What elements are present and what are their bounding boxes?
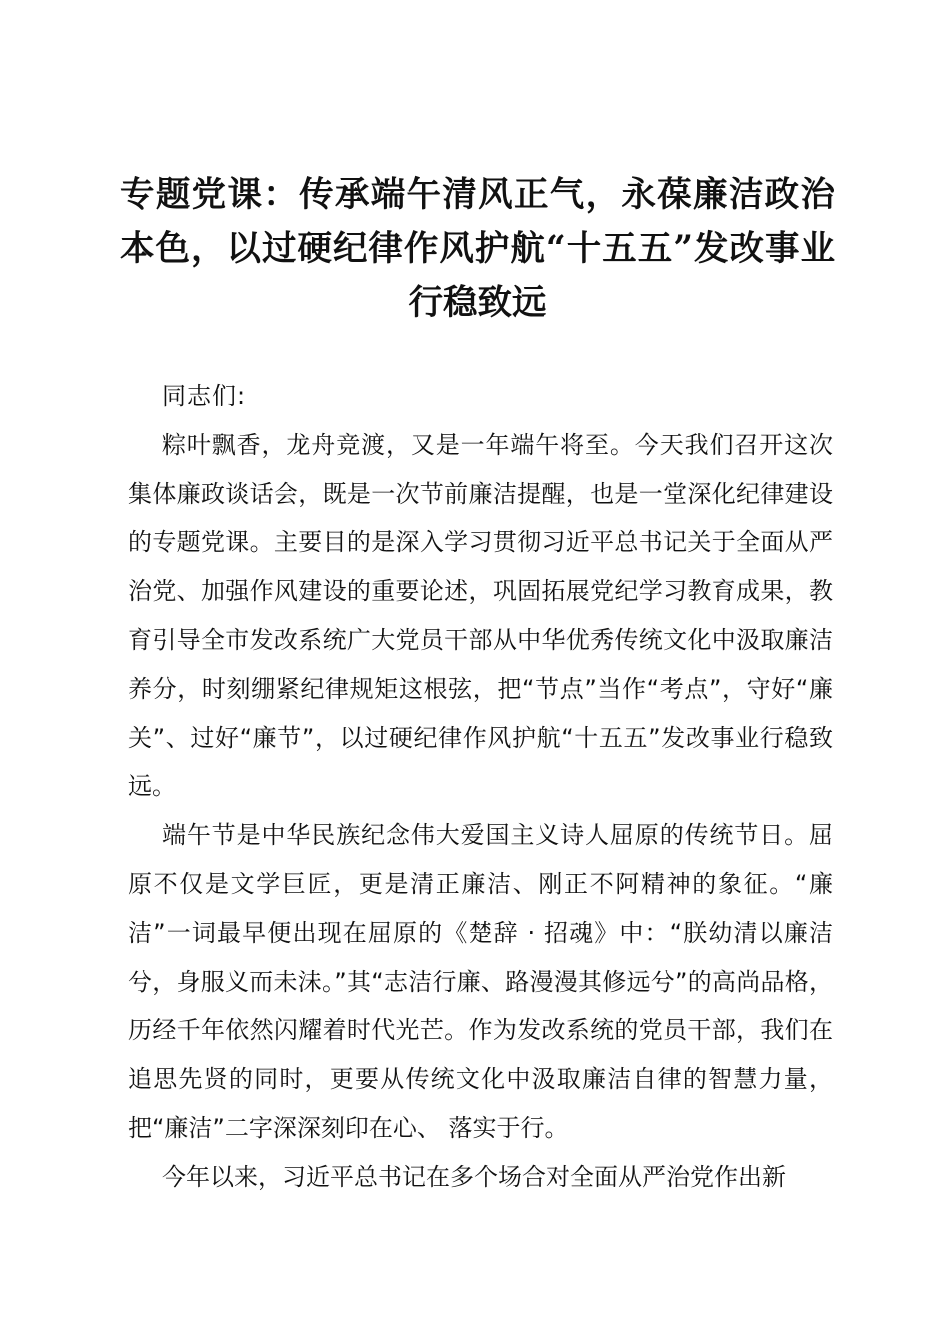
paragraph-2: 端午节是中华民族纪念伟大爱国主义诗人屈原的传统节日。屈原不仅是文学巨匠，更是清正廉洁、刚正不阿精神的象征。“廉洁”一词最早便出现在屈原的《楚辞 · 招魂》中：“朕幼清以廉洁兮，身服义而未沬。”其“志洁行廉、路漫漫其修远兮”的高尚品格，历经千年依然闪耀着时代光芒。作为发改系统的党员干部，我们在追思先贤的同时，更要从传统文化中汲取廉洁自律的智慧力量，把“廉洁”二字深深刻印在心、 落实于行。 [128, 821, 833, 1142]
paragraph-1: 粽叶飘香，龙舟竞渡，又是一年端午将至。今天我们召开这次集体廉政谈话会，既是一次节前廉洁提醒，也是一堂深化纪律建设的专题党课。主要目的是深入学习贯彻习近平总书记关于全面从严治党、加强作风建设的重要论述，巩固拓展党纪学习教育成果，教育引导全市发改系统广大党员干部从中华优秀传统文化中汲取廉洁养分，时刻绷紧纪律规矩这根弦，把“节点”当作“考点”，守好“廉关”、过好“廉节”，以过硬纪律作风护航“十五五”发改事业行稳致远。 [128, 430, 833, 801]
paragraph-3: 今年以来，习近平总书记在多个场合对全面从严治党作出新 [162, 1162, 786, 1191]
document-title: 专题党课：传承端午清风正气，永葆廉洁政治本色，以过硬纪律作风护航“十五五”发改事业行稳致远 [120, 175, 835, 323]
salutation: 同志们: [162, 382, 247, 410]
document-body [128, 372, 833, 1202]
